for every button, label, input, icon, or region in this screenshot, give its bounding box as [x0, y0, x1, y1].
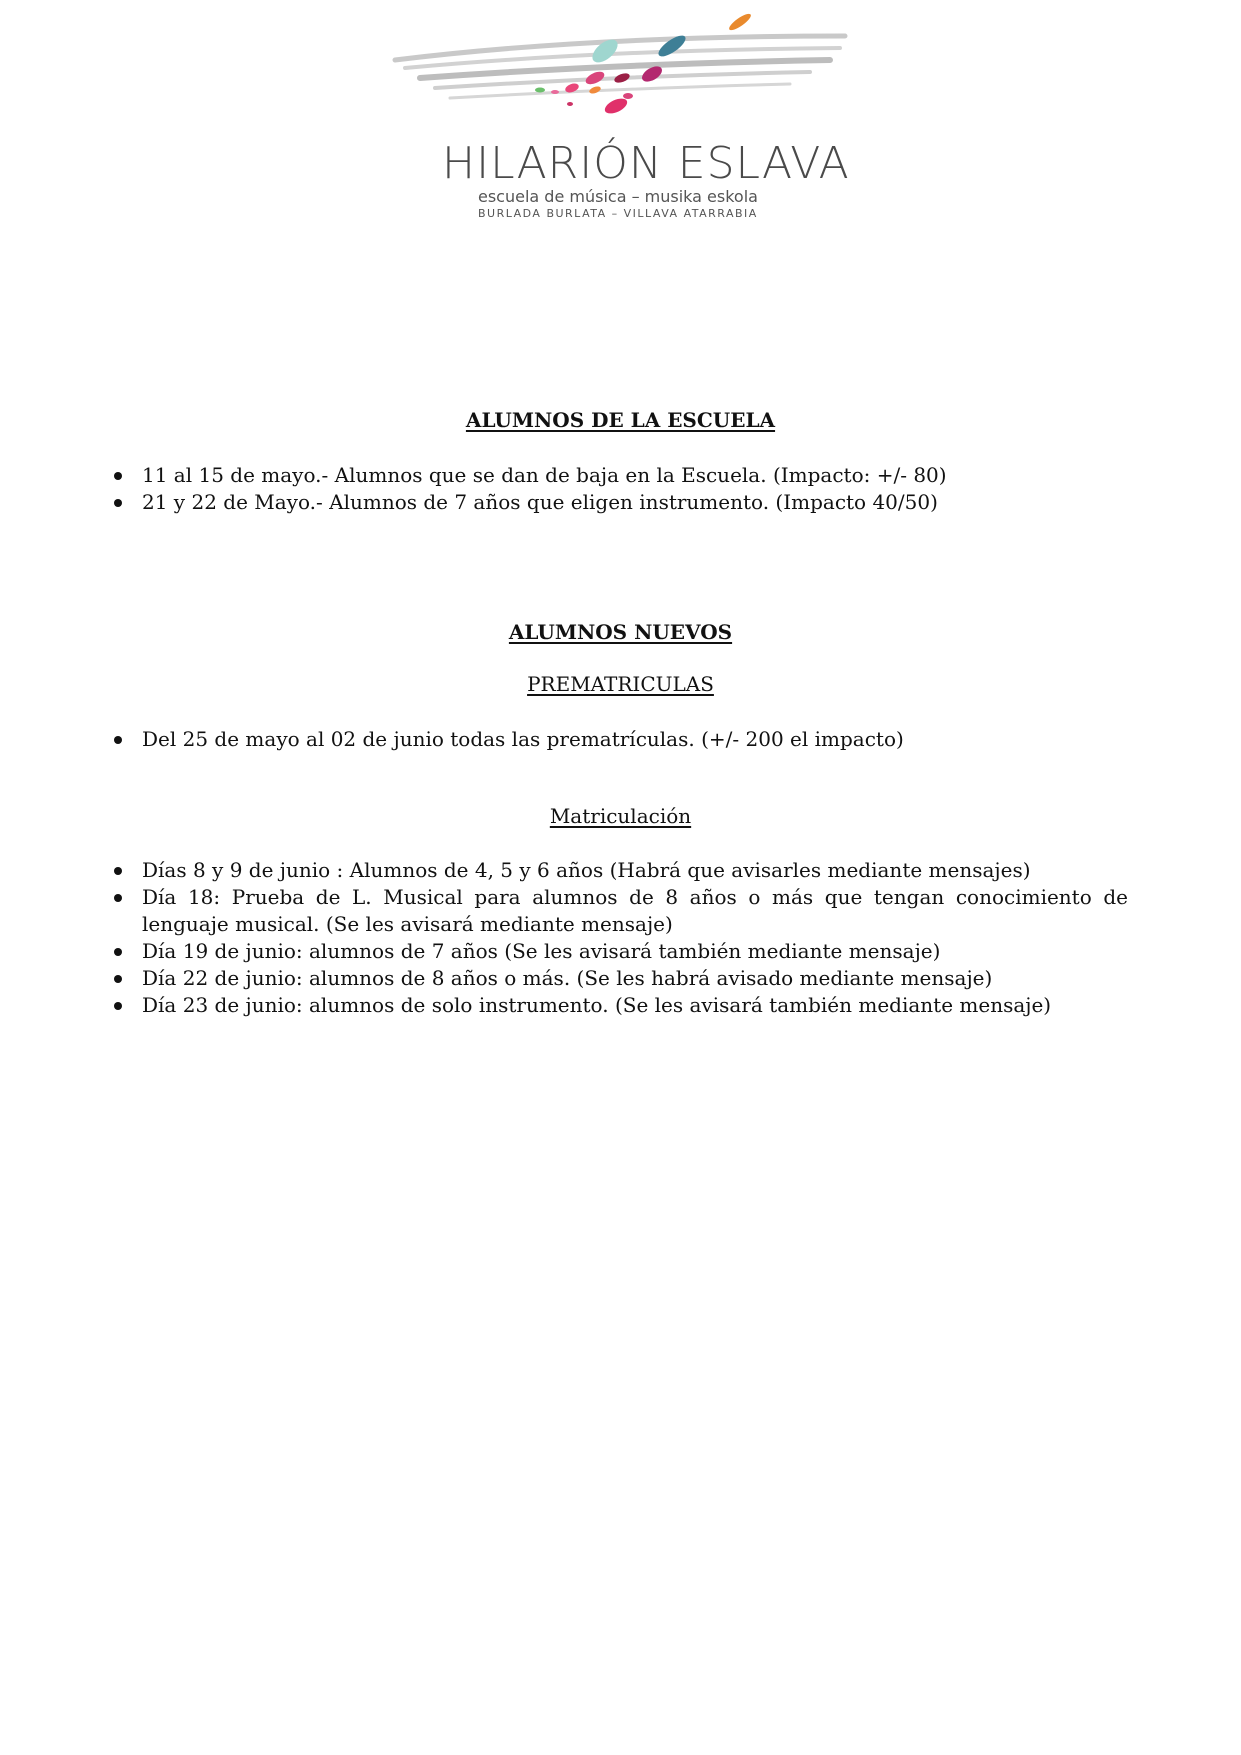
heading-alumnos-escuela: ALUMNOS DE LA ESCUELA	[465, 408, 776, 432]
list-item: Día 23 de junio: alumnos de solo instrumento. (Se les avisará también mediante mensaje)	[112, 992, 1128, 1019]
list-item: Días 8 y 9 de junio : Alumnos de 4, 5 y 6 años (Habrá que avisarles mediante mensajes)	[112, 857, 1128, 884]
list-item: Del 25 de mayo al 02 de junio todas las prematrículas. (+/- 200 el impacto)	[112, 726, 1128, 753]
list-prematriculas	[112, 726, 1128, 753]
music-staff-graphic	[390, 8, 860, 133]
list-item: Día 22 de junio: alumnos de 8 años o más. (Se les habrá avisado mediante mensaje)	[112, 965, 1128, 992]
school-tagline: escuela de música – musika eskola	[478, 187, 758, 206]
list-item: 11 al 15 de mayo.- Alumnos que se dan de baja en la Escuela. (Impacto: +/- 80)	[112, 462, 1128, 489]
heading-prematriculas: PREMATRICULAS	[527, 672, 714, 696]
list-alumnos-escuela	[112, 462, 1128, 516]
heading-matriculacion: Matriculación	[549, 804, 692, 828]
list-item: Día 18: Prueba de L. Musical para alumnos de 8 años o más que tengan conocimiento de lenguaje musical. (Se les avisará mediante mensaje)	[112, 884, 1128, 938]
school-name: HILARIÓN ESLAVA	[442, 138, 850, 189]
list-item: Día 19 de junio: alumnos de 7 años (Se les avisará también mediante mensaje)	[112, 938, 1128, 965]
school-logo	[390, 8, 860, 223]
list-matriculacion	[112, 857, 1128, 1019]
list-item: 21 y 22 de Mayo.- Alumnos de 7 años que eligen instrumento. (Impacto 40/50)	[112, 489, 1128, 516]
heading-alumnos-nuevos: ALUMNOS NUEVOS	[508, 620, 733, 644]
school-locations: BURLADA BURLATA – VILLAVA ATARRABIA	[478, 207, 758, 220]
